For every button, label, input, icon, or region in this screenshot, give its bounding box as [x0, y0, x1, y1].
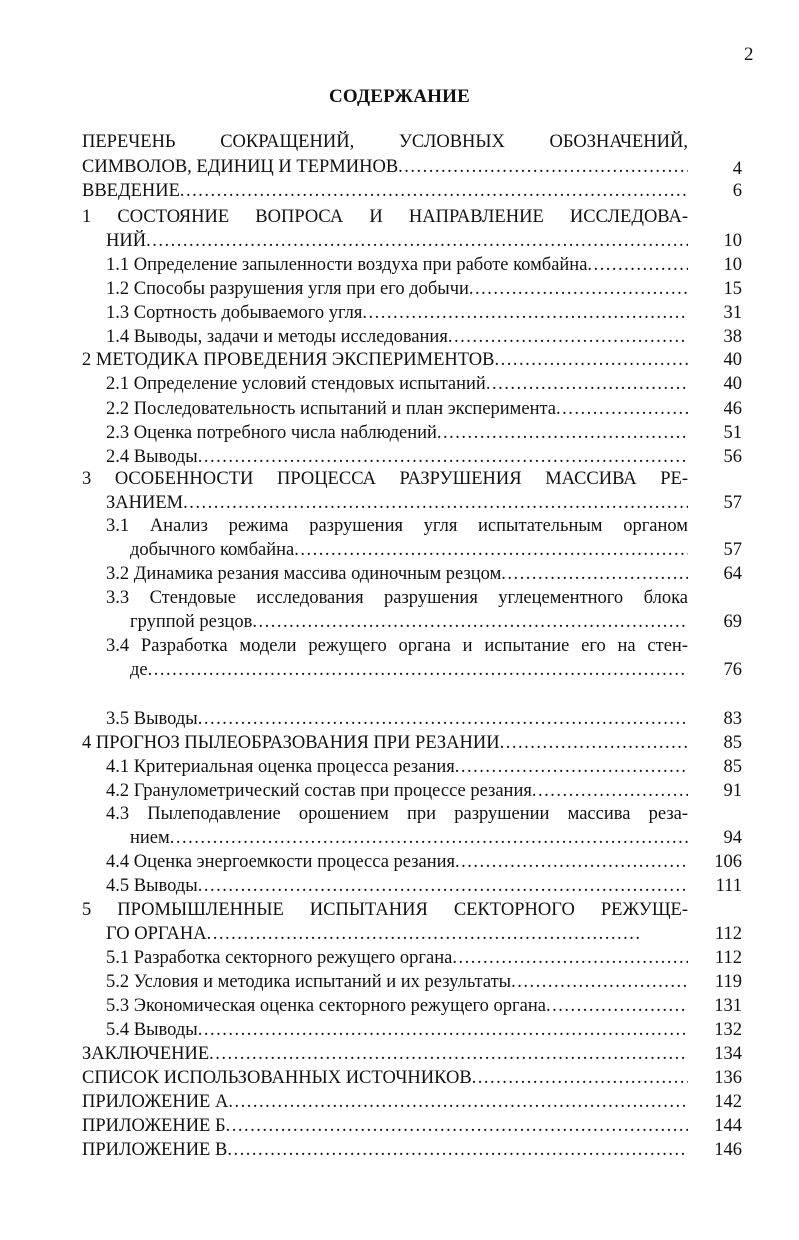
dot-leader: [437, 422, 688, 445]
toc-entry-text: 5.2 Условия и методика испытаний и их результаты: [106, 972, 512, 992]
toc-page-number: 111: [715, 876, 742, 896]
toc-entry-text: 2.4 Выводы: [106, 447, 198, 467]
toc-line: [106, 492, 688, 515]
toc-line: [106, 971, 688, 994]
toc-page-number: 119: [714, 972, 742, 992]
dot-leader: [398, 156, 688, 179]
toc-page-number: 112: [714, 924, 742, 944]
dot-leader: [226, 1115, 688, 1138]
toc-line: [106, 756, 688, 779]
toc-line: 4.3 Пылеподавление орошением при разрушении массива реза-: [106, 804, 688, 824]
toc-page-number: 142: [714, 1092, 742, 1112]
toc-line: [106, 254, 688, 277]
toc-page-number: 134: [714, 1044, 742, 1064]
toc-page-number: 57: [723, 493, 742, 513]
toc-page-number: 94: [723, 828, 742, 848]
toc-entry-text: нием: [130, 828, 170, 848]
dot-leader: [486, 373, 688, 396]
toc-entry-text: 5.1 Разработка секторного режущего органа: [106, 948, 453, 968]
toc-line: [106, 326, 688, 349]
toc-entry-text: 3.5 Выводы: [106, 709, 198, 729]
toc-entry-text: группой резцов: [130, 612, 253, 632]
toc-line: [106, 875, 688, 898]
toc-line: [106, 780, 688, 803]
toc-page-number: 40: [723, 350, 742, 370]
dot-leader: [228, 1091, 688, 1114]
dot-leader: [207, 923, 640, 946]
dot-leader: [362, 302, 688, 325]
toc-page-number: 132: [714, 1020, 742, 1040]
toc-entry-text: ПРИЛОЖЕНИЕ В: [82, 1140, 228, 1160]
toc-entry-text: добычного комбайна: [130, 540, 295, 560]
dot-leader: [198, 875, 688, 898]
toc-entry-text: 2.1 Определение условий стендовых испытаний: [106, 374, 486, 394]
toc-page-number: 144: [714, 1116, 742, 1136]
dot-leader: [252, 611, 688, 634]
toc-entry-text: ЗАНИЕМ: [106, 493, 184, 513]
toc-line: [82, 1139, 688, 1162]
toc-entry-text: 5.4 Выводы: [106, 1020, 198, 1040]
dot-leader: [198, 1019, 688, 1042]
dot-leader: [227, 1139, 688, 1162]
toc-line: [106, 302, 688, 325]
toc-page-number: 85: [723, 733, 742, 753]
toc-line: [130, 827, 688, 850]
toc-line: 1 СОСТОЯНИЕ ВОПРОСА И НАПРАВЛЕНИЕ ИССЛЕДОВА-: [82, 207, 688, 227]
toc-line: [106, 923, 640, 946]
toc-entry-text: СПИСОК ИСПОЛЬЗОВАННЫХ ИСТОЧНИКОВ: [82, 1068, 472, 1088]
toc-entry-text: ПРИЛОЖЕНИЕ А: [82, 1092, 229, 1112]
toc-page-number: 106: [714, 852, 742, 872]
toc-entry-text: 4 ПРОГНОЗ ПЫЛЕОБРАЗОВАНИЯ ПРИ РЕЗАНИИ: [82, 733, 500, 753]
toc-entry-text: ЗАКЛЮЧЕНИЕ: [82, 1044, 210, 1064]
toc-line: [82, 349, 688, 372]
toc-line: [106, 563, 688, 586]
toc-page-number: 91: [723, 781, 742, 801]
dot-leader: [532, 780, 688, 803]
dot-leader: [501, 563, 688, 586]
toc-line: [106, 947, 688, 970]
dot-leader: [472, 1067, 688, 1090]
toc-line: 3 ОСОБЕННОСТИ ПРОЦЕССА РАЗРУШЕНИЯ МАССИВА РЕ-: [82, 469, 688, 489]
toc-entry-text: де: [130, 660, 148, 680]
toc-entry-text: 4.5 Выводы: [106, 876, 198, 896]
toc-line: [106, 851, 688, 874]
dot-leader: [146, 230, 688, 253]
dot-leader: [170, 827, 688, 850]
dot-leader: [469, 278, 688, 301]
dot-leader: [294, 539, 688, 562]
dot-leader: [180, 180, 688, 203]
toc-entry-text: 1.4 Выводы, задачи и методы исследования: [106, 327, 448, 347]
toc-entry-text: 5.3 Экономическая оценка секторного режущего органа: [106, 996, 546, 1016]
toc-page-number: 146: [714, 1140, 742, 1160]
toc-page-number: 69: [723, 612, 742, 632]
toc-page-number: 10: [723, 231, 742, 251]
toc-line: [82, 180, 688, 203]
toc-page-number: 57: [723, 540, 742, 560]
toc-line: [106, 373, 688, 396]
toc-line: [82, 1091, 688, 1114]
toc-entry-text: 4.2 Гранулометрический состав при процессе резания: [106, 781, 532, 801]
toc-entry-text: 3.2 Динамика резания массива одиночным резцом: [106, 564, 502, 584]
toc-entry-text: 4.4 Оценка энергоемкости процесса резания: [106, 852, 456, 872]
dot-leader: [495, 349, 688, 372]
toc-entry-text: 1.1 Определение запыленности воздуха при работе комбайна: [106, 255, 588, 275]
dot-leader: [183, 492, 688, 515]
dot-leader: [546, 995, 688, 1018]
toc-line: 5 ПРОМЫШЛЕННЫЕ ИСПЫТАНИЯ СЕКТОРНОГО РЕЖУЩЕ-: [82, 900, 688, 920]
toc-line: [106, 995, 688, 1018]
toc-line: [82, 732, 688, 755]
toc-line: 3.1 Анализ режима разрушения угля испытательным органом: [106, 516, 688, 536]
toc-entry-text: НИЙ: [106, 231, 147, 251]
dot-leader: [148, 659, 688, 682]
toc-entry-text: ГО ОРГАНА: [106, 924, 207, 944]
toc-page-number: 15: [723, 279, 742, 299]
dot-leader: [448, 326, 688, 349]
toc-entry-text: 1.3 Сортность добываемого угля: [106, 303, 363, 323]
dot-leader: [209, 1043, 688, 1066]
toc-line: 3.3 Стендовые исследования разрушения углецементного блока: [106, 588, 688, 608]
toc-page-number: 51: [723, 423, 742, 443]
toc-entry-text: ВВЕДЕНИЕ: [82, 181, 180, 201]
page-title: СОДЕРЖАНИЕ: [329, 86, 470, 107]
toc-page-number: 112: [714, 948, 742, 968]
toc-page-number: 6: [732, 181, 742, 201]
toc-page-number: 85: [723, 757, 742, 777]
toc-line: [82, 1115, 688, 1138]
toc-line: [82, 156, 688, 179]
toc-line: [106, 708, 688, 731]
toc-page-number: 4: [732, 159, 742, 179]
dot-leader: [452, 947, 688, 970]
toc-line: [106, 422, 688, 445]
toc-line: [130, 539, 688, 562]
toc-entry-text: СИМВОЛОВ, ЕДИНИЦ И ТЕРМИНОВ: [82, 157, 399, 177]
toc-line: [106, 230, 688, 253]
toc-page-number: 31: [723, 303, 742, 323]
toc-line: [106, 278, 688, 301]
toc-page-number: 40: [723, 374, 742, 394]
toc-entry-text: 2.2 Последовательность испытаний и план эксперимента: [106, 399, 557, 419]
toc-page-number: 10: [723, 255, 742, 275]
toc-entry-text: 2.3 Оценка потребного числа наблюдений: [106, 423, 437, 443]
toc-line: [106, 398, 688, 421]
dot-leader: [511, 971, 688, 994]
toc-page-number: 38: [723, 327, 742, 347]
dot-leader: [198, 446, 688, 469]
page-number: 2: [744, 44, 754, 65]
toc-page-number: 46: [723, 399, 742, 419]
toc-entry-text: ПРИЛОЖЕНИЕ Б: [82, 1116, 226, 1136]
toc-line: [106, 1019, 688, 1042]
toc-line: [82, 1067, 688, 1090]
toc-page-number: 136: [714, 1068, 742, 1088]
toc-line: [82, 1043, 688, 1066]
toc-entry-text: 4.1 Критериальная оценка процесса резания: [106, 757, 455, 777]
toc-line: [106, 446, 688, 469]
toc-page-number: 56: [723, 447, 742, 467]
toc-line: ПЕРЕЧЕНЬ СОКРАЩЕНИЙ, УСЛОВНЫХ ОБОЗНАЧЕНИЙ,: [82, 132, 688, 152]
toc-page-number: 64: [723, 564, 742, 584]
dot-leader: [556, 398, 688, 421]
dot-leader: [455, 756, 688, 779]
dot-leader: [198, 708, 688, 731]
toc-page-number: 131: [714, 996, 742, 1016]
toc-page-number: 83: [723, 709, 742, 729]
dot-leader: [500, 732, 688, 755]
toc-line: [130, 659, 688, 682]
toc-line: 3.4 Разработка модели режущего органа и испытание его на стен-: [106, 636, 688, 656]
toc-page-number: 76: [723, 660, 742, 680]
dot-leader: [455, 851, 688, 874]
toc-line: [130, 611, 688, 634]
toc-entry-text: 2 МЕТОДИКА ПРОВЕДЕНИЯ ЭКСПЕРИМЕНТОВ: [82, 350, 495, 370]
toc-entry-text: 1.2 Способы разрушения угля при его добычи: [106, 279, 469, 299]
dot-leader: [587, 254, 688, 277]
